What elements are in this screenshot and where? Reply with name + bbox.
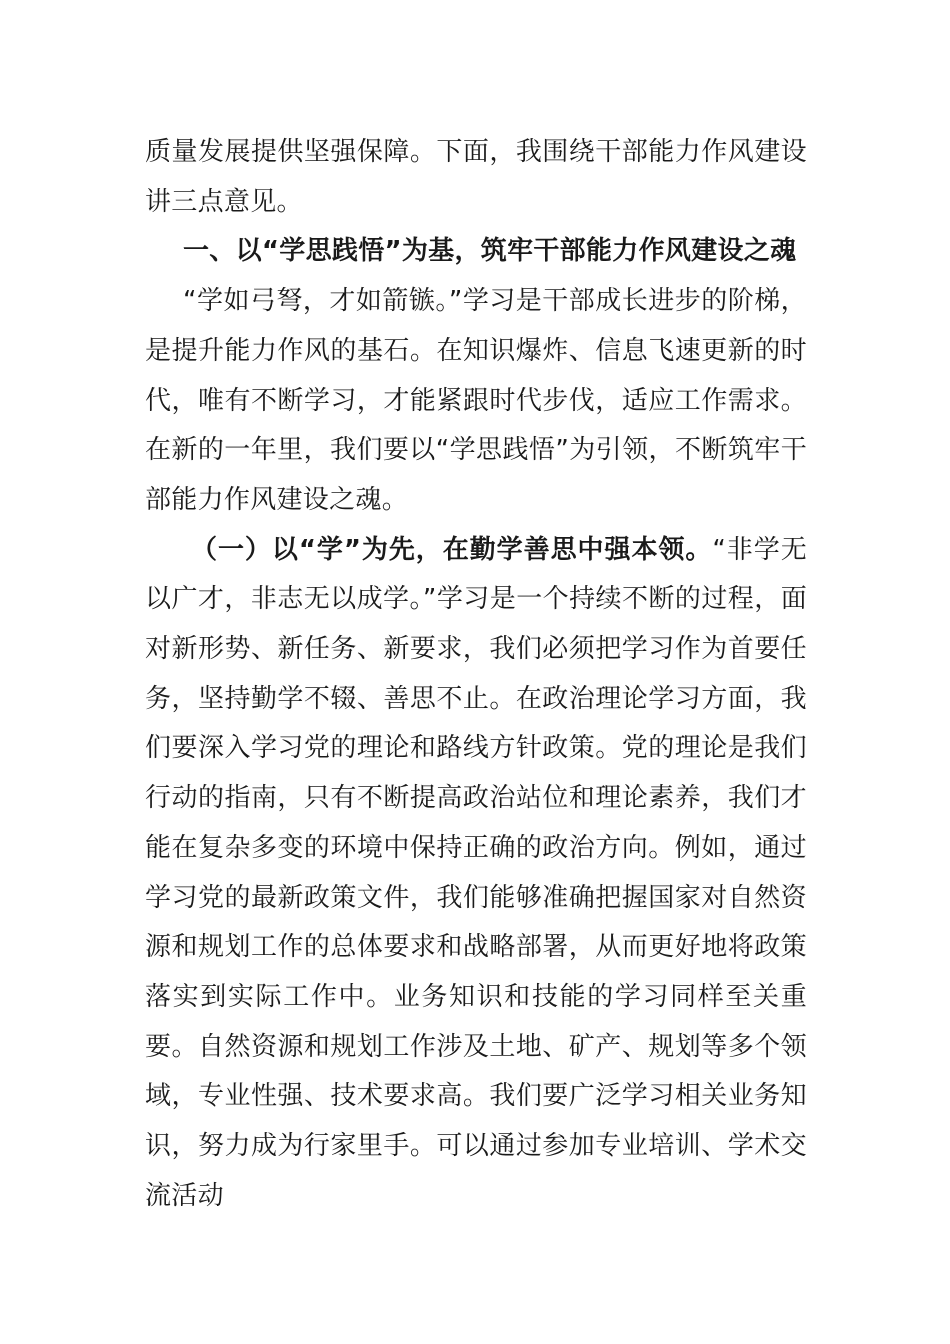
subheading-1: （一）以“学”为先，在勤学善思中强本领。	[191, 534, 713, 565]
section-heading-1: 一、以“学思践悟”为基，筑牢干部能力作风建设之魂	[183, 236, 797, 267]
paragraph-1: “学如弓弩，才如箭镞。”学习是干部成长进步的阶梯，是提升能力作风的基石。在知识爆炸、信息飞速更新的时代，唯有不断学习，才能紧跟时代步伐，适应工作需求。在新的一年里，我们要以“学思践悟”为引领，不断筑牢干部能力作风建设之魂。	[145, 286, 807, 515]
document-page	[145, 128, 807, 1221]
paragraph-2	[145, 526, 807, 1222]
paragraph-intro: 质量发展提供坚强保障。下面，我围绕干部能力作风建设讲三点意见。	[145, 137, 807, 217]
paragraph-2-text: “非学无以广才，非志无以成学。”学习是一个持续不断的过程，面对新形势、新任务、新要求，我们必须把学习作为首要任务，坚持勤学不辍、善思不止。在政治理论学习方面，我们要深入学习党的理论和路线方针政策。党的理论是我们行动的指南，只有不断提高政治站位和理论素养，我们才能在复杂多变的环境中保持正确的政治方向。例如，通过学习党的最新政策文件，我们能够准确把握国家对自然资源和规划工作的总体要求和战略部署，从而更好地将政策落实到实际工作中。业务知识和技能的学习同样至关重要。自然资源和规划工作涉及土地、矿产、规划等多个领域，专业性强、技术要求高。我们要广泛学习相关业务知识，努力成为行家里手。可以通过参加专业培训、学术交流活动	[145, 534, 807, 1211]
